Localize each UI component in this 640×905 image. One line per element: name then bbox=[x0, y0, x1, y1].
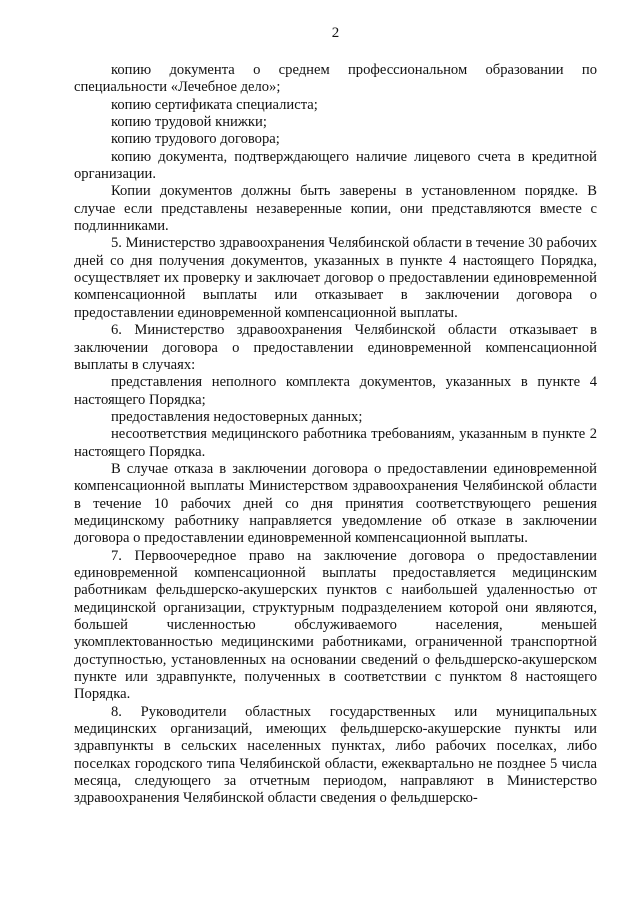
paragraph-section-6: 6. Министерство здравоохранения Челябинской области отказывает в заключении договора о предоставлении единовременной компенсационной выплаты в случаях: bbox=[74, 322, 597, 373]
paragraph-account-copy: копию документа, подтверждающего наличие лицевого счета в кредитной организации. bbox=[74, 148, 597, 183]
paragraph-contract-copy: копию трудового договора; bbox=[111, 131, 280, 148]
paragraph-section-8: 8. Руководители областных государственных или муниципальных медицинских организаций, имеющих фельдшерско-акушерские пункты или здравпункты в сельских населенных пунктах, либо рабочих поселках, либо поселках городского типа Челябинской области, ежеквартально не позднее 5 числа месяца, следующего за отчетным периодом, направляют в Министерство здравоохранения Челябинской области сведения о фельдшерско- bbox=[74, 703, 597, 807]
paragraph-workbook-copy: копию трудовой книжки; bbox=[111, 114, 267, 131]
paragraph-education-copy: копию документа о среднем профессиональном образовании по специальности «Лечебное дело»; bbox=[74, 62, 597, 96]
paragraph-certification: Копии документов должны быть заверены в установленном порядке. В случае если представлены незаверенные копии, они представляются вместе с подлинниками. bbox=[74, 183, 597, 235]
page-number: 2 bbox=[331, 25, 340, 41]
paragraph-false-data: предоставления недостоверных данных; bbox=[111, 408, 363, 425]
paragraph-incomplete-documents: представления неполного комплекта документов, указанных в пункте 4 настоящего Порядка; bbox=[74, 374, 597, 408]
paragraph-section-7: 7. Первоочередное право на заключение договора о предоставлении единовременной компенсационной выплаты предоставляется медицинским работникам фельдшерско-акушерских пунктов с наибольшей удаленностью от медицинской организации, структурным подразделением которой они являются, большей численностью обслуживаемого населения, меньшей укомплектованностью медицинскими работниками, ограниченной транспортной доступностью, установленных на основании сведений о фельдшерско-акушерском пункте или здравпункте, полученных в соответствии с пунктом 8 настоящего Порядка. bbox=[74, 547, 597, 703]
paragraph-certificate-copy: копию сертификата специалиста; bbox=[111, 96, 318, 113]
paragraph-section-5: 5. Министерство здравоохранения Челябинской области в течение 30 рабочих дней со дня получения документов, указанных в пункте 4 настоящего Порядка, осуществляет их проверку и заключает договор о предоставлении единовременной компенсационной выплаты или отказывает в заключении договора о предоставлении единовременной компенсационной выплаты. bbox=[74, 235, 597, 321]
document-page bbox=[74, 24, 597, 808]
paragraph-nonconformity: несоответствия медицинского работника требованиям, указанным в пункте 2 настоящего Порядка. bbox=[74, 426, 597, 460]
paragraph-refusal-notice: В случае отказа в заключении договора о предоставлении единовременной компенсационной выплаты Министерством здравоохранения Челябинской области в течение 10 рабочих дней со дня принятия соответствующего решения медицинскому работнику направляется уведомление об отказе в заключении договора о предоставлении единовременной компенсационной выплаты. bbox=[74, 460, 597, 547]
